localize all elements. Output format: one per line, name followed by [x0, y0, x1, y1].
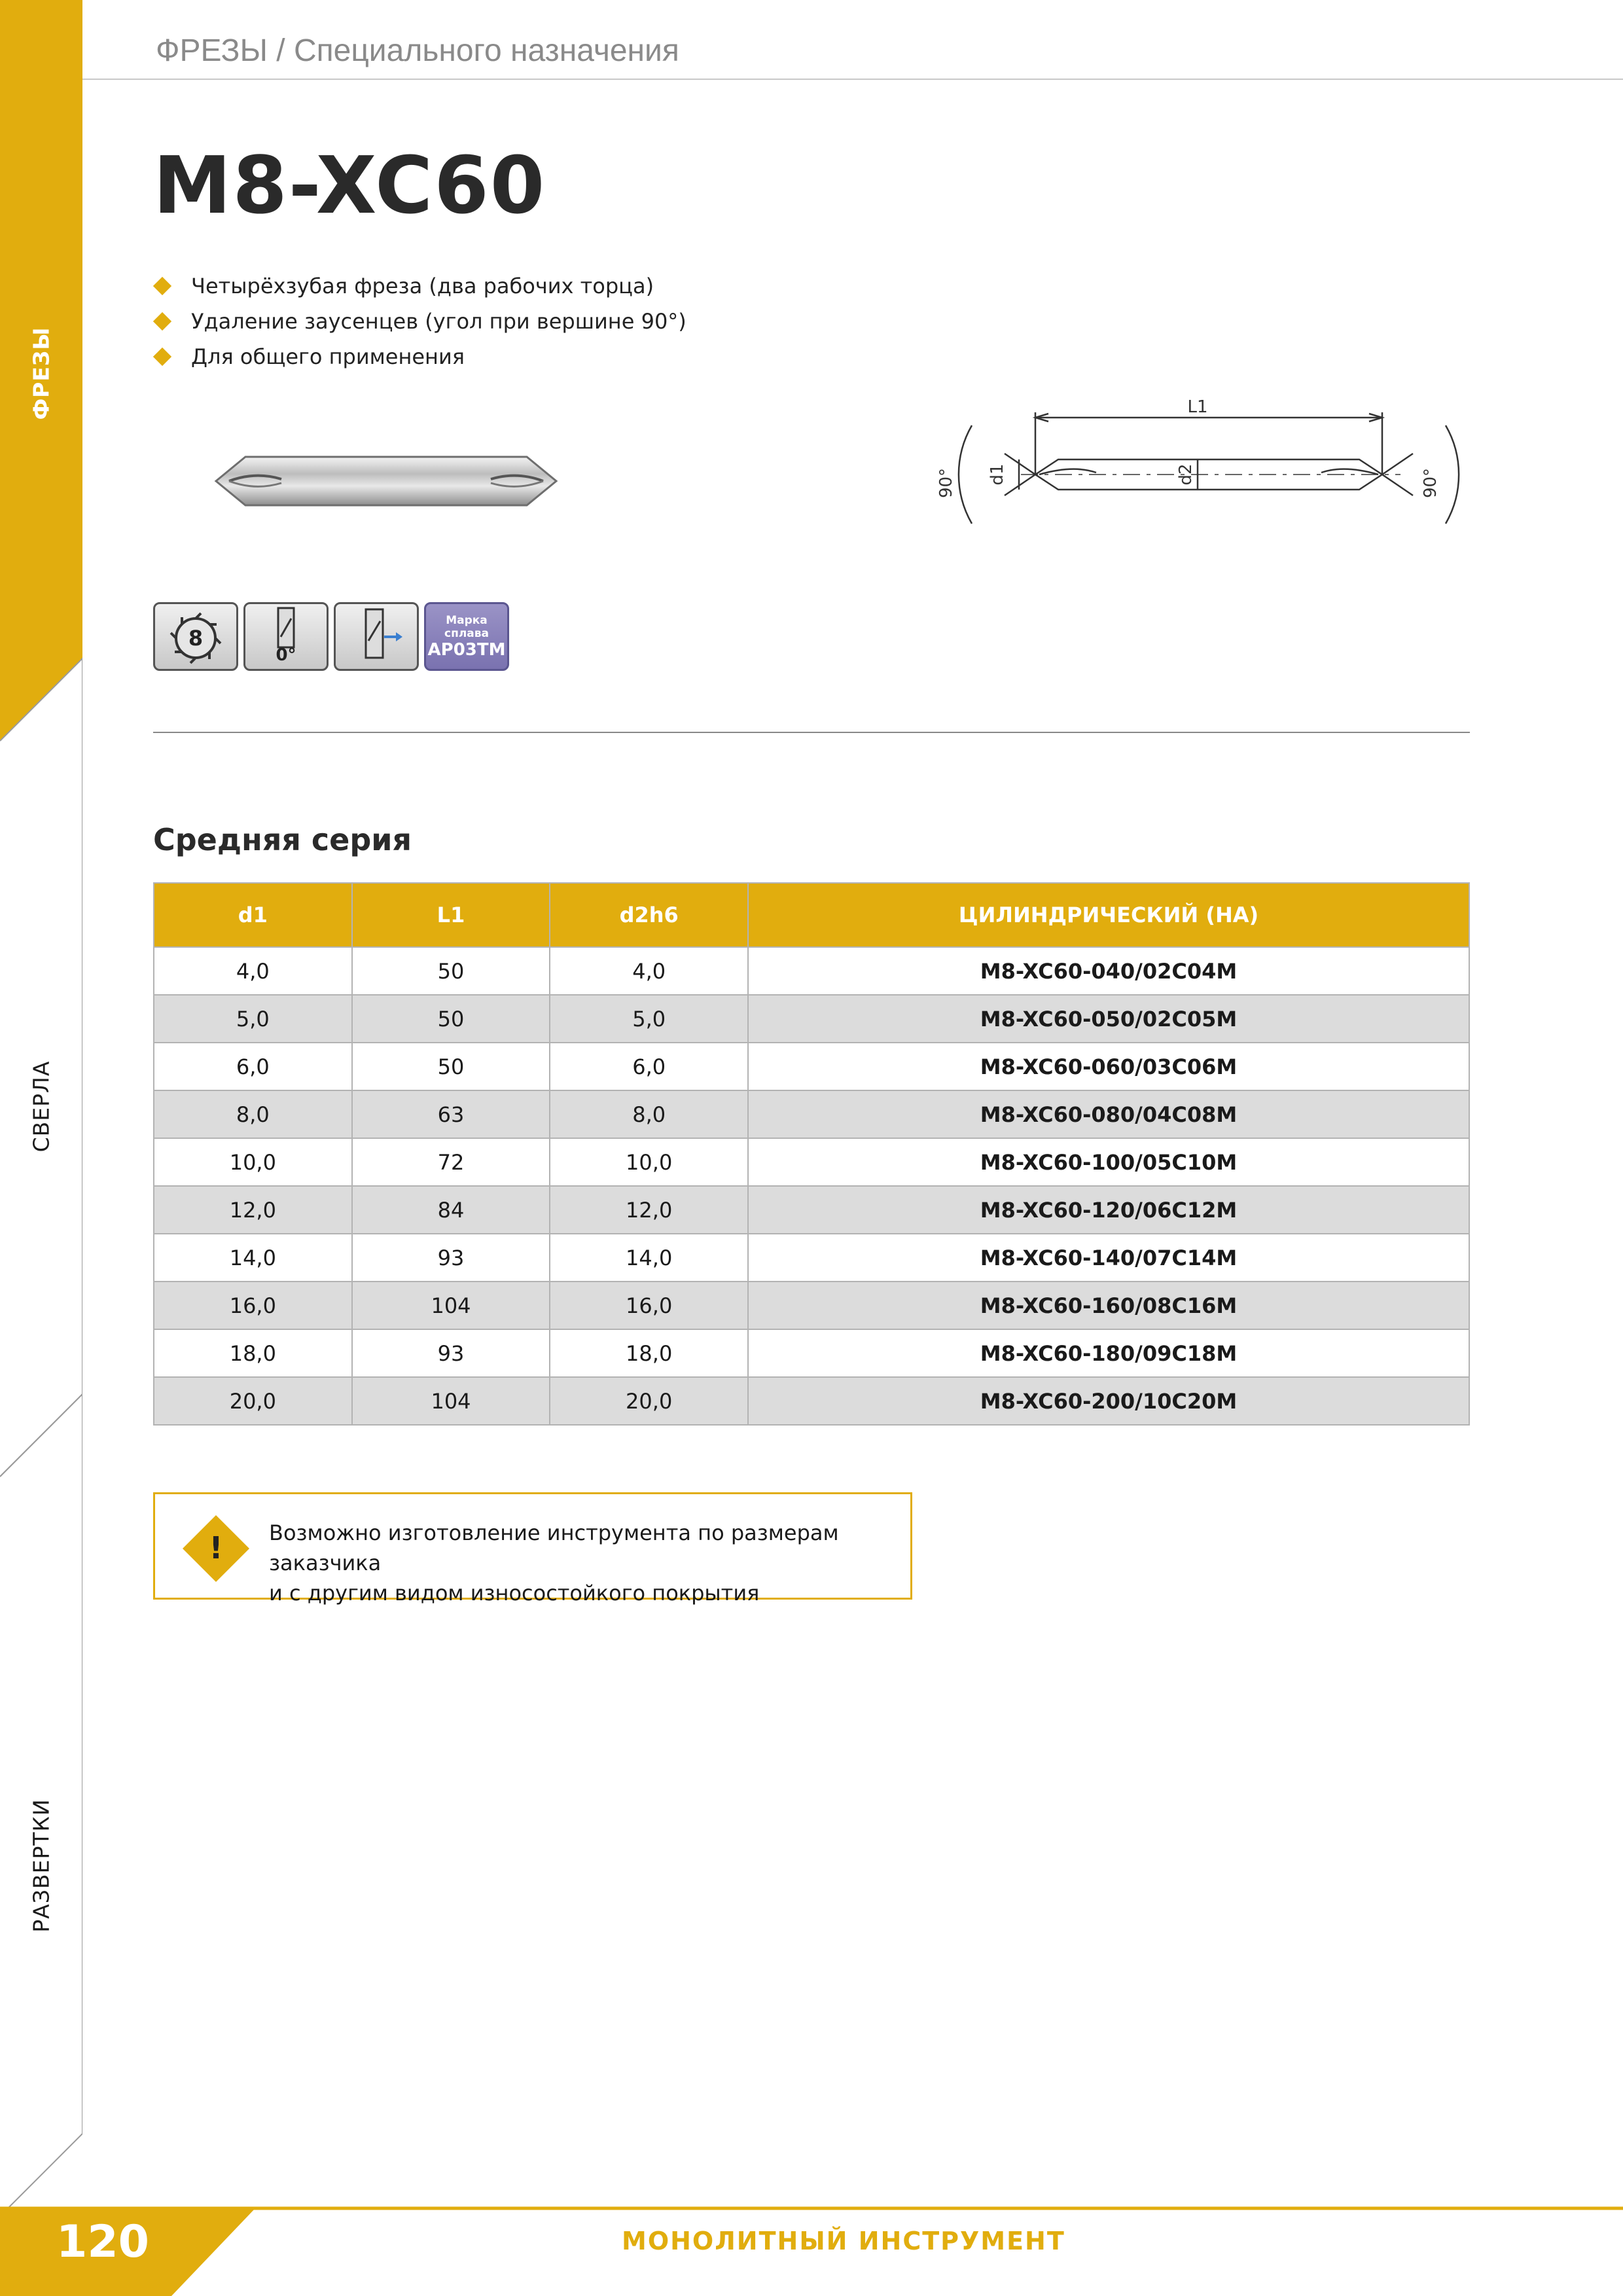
bullet-diamond-icon — [153, 348, 171, 366]
column-header: d2h6 — [550, 883, 748, 947]
alloy-label: Марка — [446, 613, 488, 627]
table-cell: 5,0 — [154, 995, 352, 1043]
technical-drawing — [929, 386, 1472, 563]
order-code: M8-XC60-120/06C12M — [748, 1186, 1469, 1234]
table-row — [154, 1138, 1469, 1186]
table-cell: 6,0 — [154, 1043, 352, 1090]
table-cell: 4,0 — [154, 947, 352, 995]
table-row — [154, 1043, 1469, 1090]
order-code: M8-XC60-100/05C10M — [748, 1138, 1469, 1186]
breadcrumb: ФРЕЗЫ / Специального назначения — [156, 33, 679, 68]
header-divider — [82, 79, 1623, 80]
column-header: ЦИЛИНДРИЧЕСКИЙ (HA) — [748, 883, 1469, 947]
d1-label: d1 — [988, 463, 1007, 486]
table-cell: 16,0 — [550, 1282, 748, 1329]
alloy-grade-badge — [424, 602, 509, 671]
feature-item — [156, 339, 687, 374]
angle-label-left: 90° — [936, 467, 956, 499]
table-cell: 10,0 — [154, 1138, 352, 1186]
alloy-grade: AP03TM — [427, 639, 506, 660]
table-cell: 8,0 — [550, 1090, 748, 1138]
alloy-label: сплава — [444, 626, 489, 640]
product-title: M8-XC60 — [153, 141, 546, 232]
table-row — [154, 1282, 1469, 1329]
table-cell: 18,0 — [154, 1329, 352, 1377]
table-row — [154, 947, 1469, 995]
helix-angle-icon — [243, 602, 329, 671]
table-cell: 93 — [352, 1234, 550, 1282]
table-cell: 14,0 — [550, 1234, 748, 1282]
order-code: M8-XC60-160/08C16M — [748, 1282, 1469, 1329]
table-cell: 104 — [352, 1282, 550, 1329]
feature-text: Для общего применения — [191, 344, 465, 369]
order-code: M8-XC60-040/02C04M — [748, 947, 1469, 995]
sidebar-tab-drills[interactable] — [0, 1041, 82, 1172]
table-cell: 50 — [352, 1043, 550, 1090]
table-cell: 10,0 — [550, 1138, 748, 1186]
sidebar-tab-label: ФРЕЗЫ — [28, 326, 54, 420]
table-cell: 12,0 — [154, 1186, 352, 1234]
sidebar-tab-milling[interactable] — [0, 308, 82, 439]
feature-text: Четырёхзубая фреза (два рабочих торца) — [191, 274, 654, 298]
table-cell: 93 — [352, 1329, 550, 1377]
order-code: M8-XC60-180/09C18M — [748, 1329, 1469, 1377]
section-divider — [153, 732, 1470, 733]
tool-property-icons — [153, 602, 509, 671]
feature-item — [156, 268, 687, 304]
table-cell: 4,0 — [550, 947, 748, 995]
bullet-diamond-icon — [153, 312, 171, 331]
page-number: 120 — [56, 2216, 149, 2268]
d2-label: d2 — [1176, 463, 1196, 486]
table-cell: 14,0 — [154, 1234, 352, 1282]
note-text — [269, 1518, 910, 1608]
table-cell: 8,0 — [154, 1090, 352, 1138]
footer-title: МОНОЛИТНЫЙ ИНСТРУМЕНТ — [622, 2227, 1065, 2255]
order-code: M8-XC60-060/03C06M — [748, 1043, 1469, 1090]
order-code: M8-XC60-140/07C14M — [748, 1234, 1469, 1282]
sidebar-tab-label: СВЕРЛА — [28, 1060, 54, 1152]
note-line: и с другим видом износостойкого покрытия — [269, 1581, 760, 1605]
flutes-count: 8 — [188, 626, 204, 651]
table-cell: 20,0 — [550, 1377, 748, 1425]
svg-text:!: ! — [209, 1530, 223, 1566]
table-header-row — [154, 883, 1469, 947]
table-cell: 12,0 — [550, 1186, 748, 1234]
column-header: L1 — [352, 883, 550, 947]
table-row — [154, 1090, 1469, 1138]
feature-list — [156, 268, 687, 374]
table-row — [154, 1377, 1469, 1425]
helix-angle-value: 0° — [276, 645, 296, 665]
table-row — [154, 1329, 1469, 1377]
table-row — [154, 1186, 1469, 1234]
table-cell: 18,0 — [550, 1329, 748, 1377]
specification-table — [153, 882, 1470, 1426]
cylindrical-shank-icon — [334, 602, 419, 671]
table-cell: 50 — [352, 947, 550, 995]
sidebar-tab-label: РАЗВЕРТКИ — [28, 1798, 54, 1933]
angle-label-right: 90° — [1421, 467, 1440, 499]
table-cell: 6,0 — [550, 1043, 748, 1090]
bullet-diamond-icon — [153, 277, 171, 295]
note-line: Возможно изготовление инструмента по размерам заказчика — [269, 1520, 839, 1575]
table-cell: 20,0 — [154, 1377, 352, 1425]
warning-icon — [181, 1514, 251, 1583]
order-code: M8-XC60-050/02C05M — [748, 995, 1469, 1043]
table-cell: 72 — [352, 1138, 550, 1186]
flutes-count-icon — [153, 602, 238, 671]
sidebar-tab-reamers[interactable] — [0, 1780, 82, 1950]
table-cell: 104 — [352, 1377, 550, 1425]
feature-item — [156, 304, 687, 339]
table-cell: 16,0 — [154, 1282, 352, 1329]
custom-order-note — [153, 1492, 912, 1605]
l1-label: L1 — [1187, 397, 1208, 417]
table-cell: 5,0 — [550, 995, 748, 1043]
table-row — [154, 1234, 1469, 1282]
order-code: M8-XC60-080/04C08M — [748, 1090, 1469, 1138]
series-title: Средняя серия — [153, 822, 412, 857]
table-row — [154, 995, 1469, 1043]
table-cell: 50 — [352, 995, 550, 1043]
table-cell: 63 — [352, 1090, 550, 1138]
feature-text: Удаление заусенцев (угол при вершине 90°) — [191, 309, 687, 334]
table-cell: 84 — [352, 1186, 550, 1234]
order-code: M8-XC60-200/10C20M — [748, 1377, 1469, 1425]
tool-photo — [209, 445, 563, 517]
column-header: d1 — [154, 883, 352, 947]
